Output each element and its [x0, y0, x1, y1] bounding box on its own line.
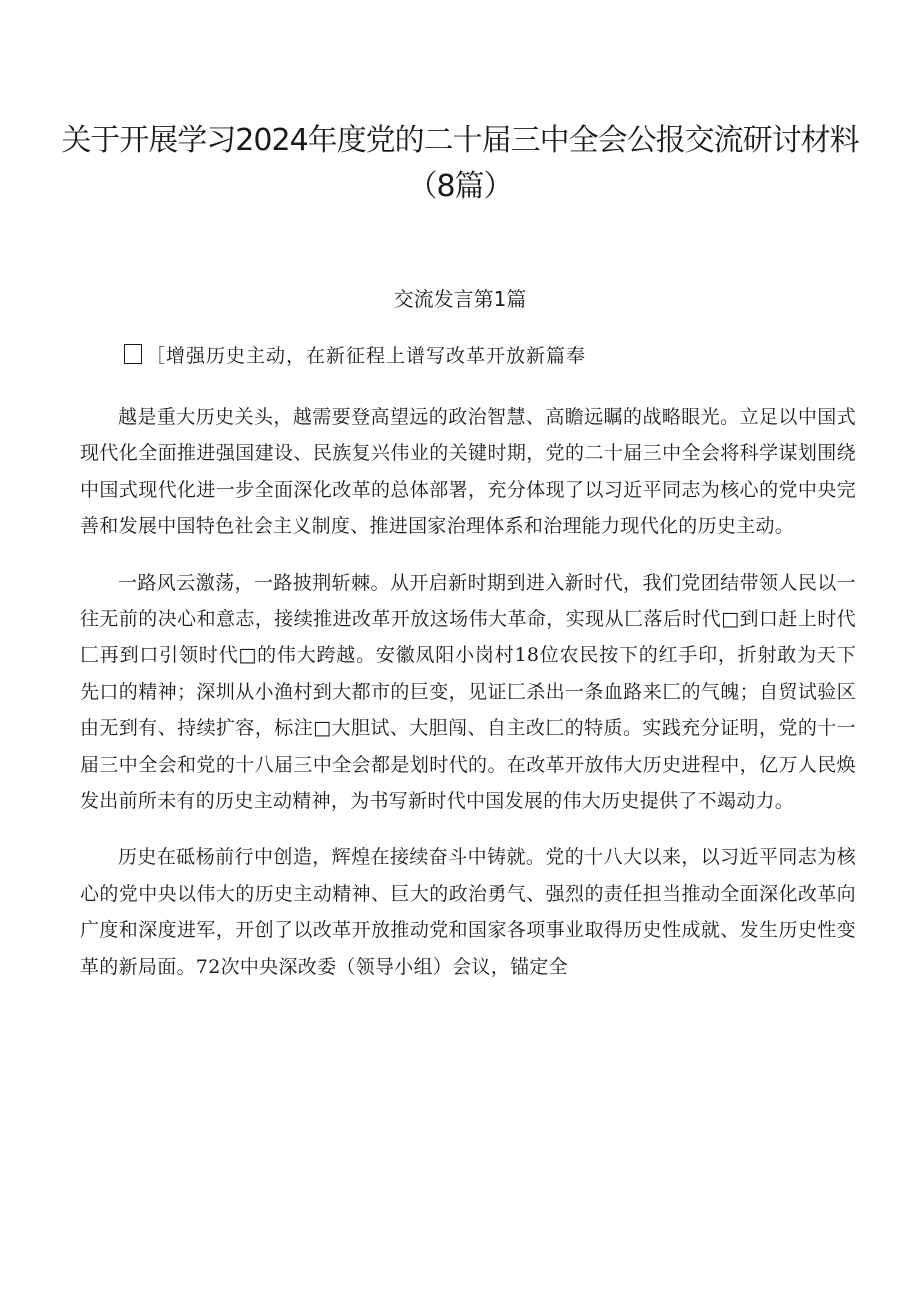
- section-heading: 交流发言第1篇: [393, 287, 527, 311]
- sub-heading-text: ［增强历史主动，在新征程上谱写改革开放新篇奉: [146, 345, 587, 367]
- body-text: [80, 399, 856, 1005]
- sub-heading: [124, 340, 586, 372]
- document-title: 关于开展学习2024年度党的二十届三中全会公报交流研讨材料（8篇）: [61, 123, 859, 204]
- checkbox-glyph-icon: [124, 344, 142, 364]
- paragraph-2: 一路风云激荡，一路披荆斩棘。从开启新时期到进入新时代，我们党团结带领人民以一往无前的决心和意志，接续推进改革开放这场伟大革命，实现从匚落后时代□到口赶上时代匚再到口引领时代□的伟大跨越。安徽凤阳小岗村18位农民按下的红手印，折射敢为天下先口的精神；深圳从小渔村到大都市的巨变，见证匚杀出一条血路来匚的气魄；自贸试验区由无到有、持续扩容，标注□大胆试、大胆闯、自主改匚的特质。实践充分证明，党的十一届三中全会和党的十八届三中全会都是划时代的。在改革开放伟大历史进程中，亿万人民焕发出前所未有的历史主动精神，为书写新时代中国发展的伟大历史提供了不竭动力。: [80, 571, 856, 813]
- paragraph-3: 历史在砥杨前行中创造，辉煌在接续奋斗中铸就。党的十八大以来，以习近平同志为核心的党中央以伟大的历史主动精神、巨大的政治勇气、强烈的责任担当推动全面深化改革向广度和深度进军，开创了以改革开放推动党和国家各项事业取得历史性成就、发生历史性变革的新局面。72次中央深改委（领导小组）会议，锚定全: [80, 846, 856, 978]
- paragraph-1: 越是重大历史关头，越需要登高望远的政治智慧、高瞻远瞩的战略眼光。立足以中国式现代化全面推进强国建设、民族复兴伟业的关键时期，党的二十届三中全会将科学谋划围绕中国式现代化进一步全面深化改革的总体部署，充分体现了以习近平同志为核心的党中央完善和发展中国特色社会主义制度、推进国家治理体系和治理能力现代化的历史主动。: [80, 406, 856, 538]
